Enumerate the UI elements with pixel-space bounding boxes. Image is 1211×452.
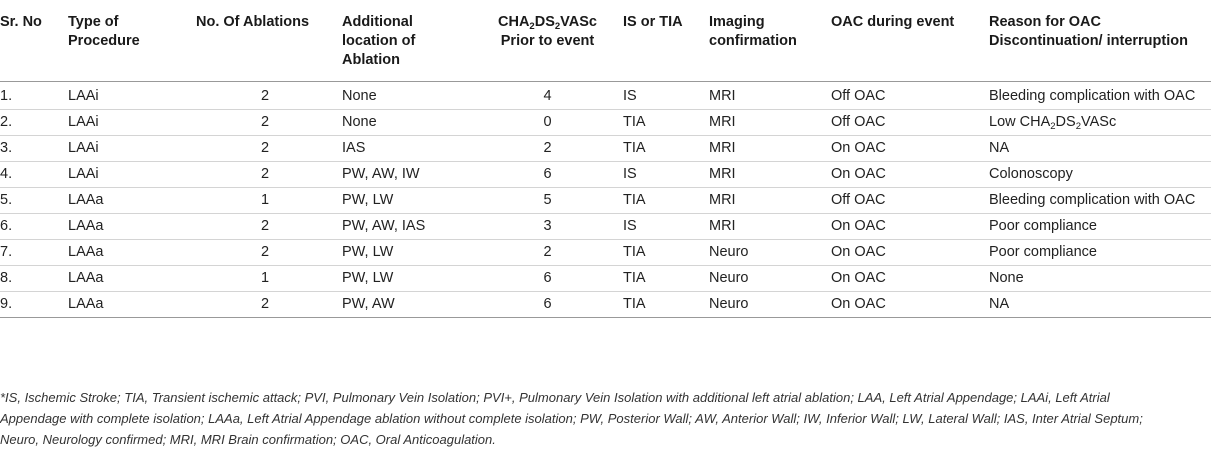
cell-oac: Off OAC — [827, 188, 985, 214]
cell-location: PW, LW — [338, 240, 476, 266]
table-row — [0, 82, 1211, 110]
cell-event: IS — [619, 214, 705, 240]
cell-reason: Bleeding complication with OAC — [985, 82, 1211, 110]
table-row — [0, 188, 1211, 214]
cell-reason: NA — [985, 136, 1211, 162]
header-sr-no: Sr. No — [0, 0, 64, 82]
cell-imaging: MRI — [705, 136, 827, 162]
cell-location: PW, AW — [338, 292, 476, 318]
cell-reason: Poor compliance — [985, 240, 1211, 266]
cell-sr-no: 9. — [0, 292, 64, 318]
cell-imaging: MRI — [705, 214, 827, 240]
header-imaging-confirmation: Imaging confirmation — [705, 0, 827, 82]
header-oac-during-event: OAC during event — [827, 0, 985, 82]
cell-ablations: 2 — [192, 136, 338, 162]
cell-sr-no: 3. — [0, 136, 64, 162]
table-footnote: *IS, Ischemic Stroke; TIA, Transient ischemic attack; PVI, Pulmonary Vein Isolation; PVI+, Pulmonary Vein Isolation with additional left atrial ablation; LAA, Left Atrial Appendage; LAAi, Left Atrial Appendage with complete isolation; LAAa, Left Atrial Appendage ablation without complete isolation; PW, Posterior Wall; AW, Anterior Wall; IW, Inferior Wall; LW, Lateral Wall; IAS, Inter Atrial Septum; Neuro, Neurology confirmed; MRI, MRI Brain confirmation; OAC, Oral Anticoagulation. — [0, 390, 1143, 447]
cell-score: 0 — [476, 110, 619, 136]
cell-reason: NA — [985, 292, 1211, 318]
cell-event: TIA — [619, 188, 705, 214]
cell-event: TIA — [619, 136, 705, 162]
cell-oac: On OAC — [827, 292, 985, 318]
cell-score: 3 — [476, 214, 619, 240]
cell-sr-no: 6. — [0, 214, 64, 240]
cell-event: TIA — [619, 292, 705, 318]
cell-ablations: 1 — [192, 266, 338, 292]
cell-score: 5 — [476, 188, 619, 214]
cell-imaging: Neuro — [705, 292, 827, 318]
cell-imaging: MRI — [705, 82, 827, 110]
cell-type: LAAa — [64, 266, 192, 292]
cell-ablations: 2 — [192, 82, 338, 110]
header-no-of-ablations: No. Of Ablations — [192, 0, 338, 82]
header-cha2ds2vasc: $CHA_2DS_2VASc$ Prior to event — [476, 0, 619, 82]
cell-reason: Bleeding complication with OAC — [985, 188, 1211, 214]
cell-oac: On OAC — [827, 162, 985, 188]
cell-ablations: 2 — [192, 214, 338, 240]
cell-ablations: 2 — [192, 240, 338, 266]
cell-ablations: 2 — [192, 110, 338, 136]
header-additional-location: Additional location of Ablation — [338, 0, 476, 82]
cell-location: IAS — [338, 136, 476, 162]
table-row — [0, 266, 1211, 292]
table-header-row — [0, 0, 1211, 82]
table-row — [0, 292, 1211, 318]
cell-reason: Poor compliance — [985, 214, 1211, 240]
header-reason: Reason for OAC Discontinuation/ interruption — [985, 0, 1211, 82]
table-row — [0, 240, 1211, 266]
cell-type: LAAi — [64, 82, 192, 110]
cell-type: LAAi — [64, 162, 192, 188]
cell-event: IS — [619, 162, 705, 188]
cell-imaging: MRI — [705, 188, 827, 214]
cell-type: LAAa — [64, 188, 192, 214]
cell-location: None — [338, 82, 476, 110]
cell-ablations: 2 — [192, 162, 338, 188]
cell-imaging: Neuro — [705, 240, 827, 266]
cell-oac: On OAC — [827, 240, 985, 266]
cell-type: LAAi — [64, 110, 192, 136]
cell-oac: Off OAC — [827, 110, 985, 136]
cell-imaging: Neuro — [705, 266, 827, 292]
cell-sr-no: 5. — [0, 188, 64, 214]
cell-score: 2 — [476, 240, 619, 266]
cell-oac: Off OAC — [827, 82, 985, 110]
cell-reason: None — [985, 266, 1211, 292]
cell-oac: On OAC — [827, 266, 985, 292]
header-is-or-tia: IS or TIA — [619, 0, 705, 82]
cell-imaging: MRI — [705, 110, 827, 136]
cell-type: LAAi — [64, 136, 192, 162]
table-row — [0, 214, 1211, 240]
cell-score: 2 — [476, 136, 619, 162]
cell-sr-no: 2. — [0, 110, 64, 136]
cell-sr-no: 8. — [0, 266, 64, 292]
cell-ablations: 1 — [192, 188, 338, 214]
cell-sr-no: 4. — [0, 162, 64, 188]
cell-location: PW, AW, IW — [338, 162, 476, 188]
cell-oac: On OAC — [827, 214, 985, 240]
cell-location: PW, AW, IAS — [338, 214, 476, 240]
cell-type: LAAa — [64, 214, 192, 240]
cell-location: PW, LW — [338, 188, 476, 214]
cell-event: TIA — [619, 110, 705, 136]
cell-event: IS — [619, 82, 705, 110]
cell-sr-no: 1. — [0, 82, 64, 110]
cell-score: 6 — [476, 292, 619, 318]
cell-location: PW, LW — [338, 266, 476, 292]
cell-event: TIA — [619, 266, 705, 292]
cell-reason: Colonoscopy — [985, 162, 1211, 188]
cell-type: LAAa — [64, 292, 192, 318]
cell-event: TIA — [619, 240, 705, 266]
table-row — [0, 136, 1211, 162]
cell-imaging: MRI — [705, 162, 827, 188]
cell-ablations: 2 — [192, 292, 338, 318]
cell-location: None — [338, 110, 476, 136]
table-row — [0, 162, 1211, 188]
header-type-of-procedure: Type of Procedure — [64, 0, 192, 82]
table-row — [0, 110, 1211, 136]
cell-score: 6 — [476, 266, 619, 292]
cell-score: 4 — [476, 82, 619, 110]
cell-type: LAAa — [64, 240, 192, 266]
cell-oac: On OAC — [827, 136, 985, 162]
cell-reason: Low $CHA_2DS_2VASc$ — [985, 110, 1211, 136]
cell-score: 6 — [476, 162, 619, 188]
cell-sr-no: 7. — [0, 240, 64, 266]
